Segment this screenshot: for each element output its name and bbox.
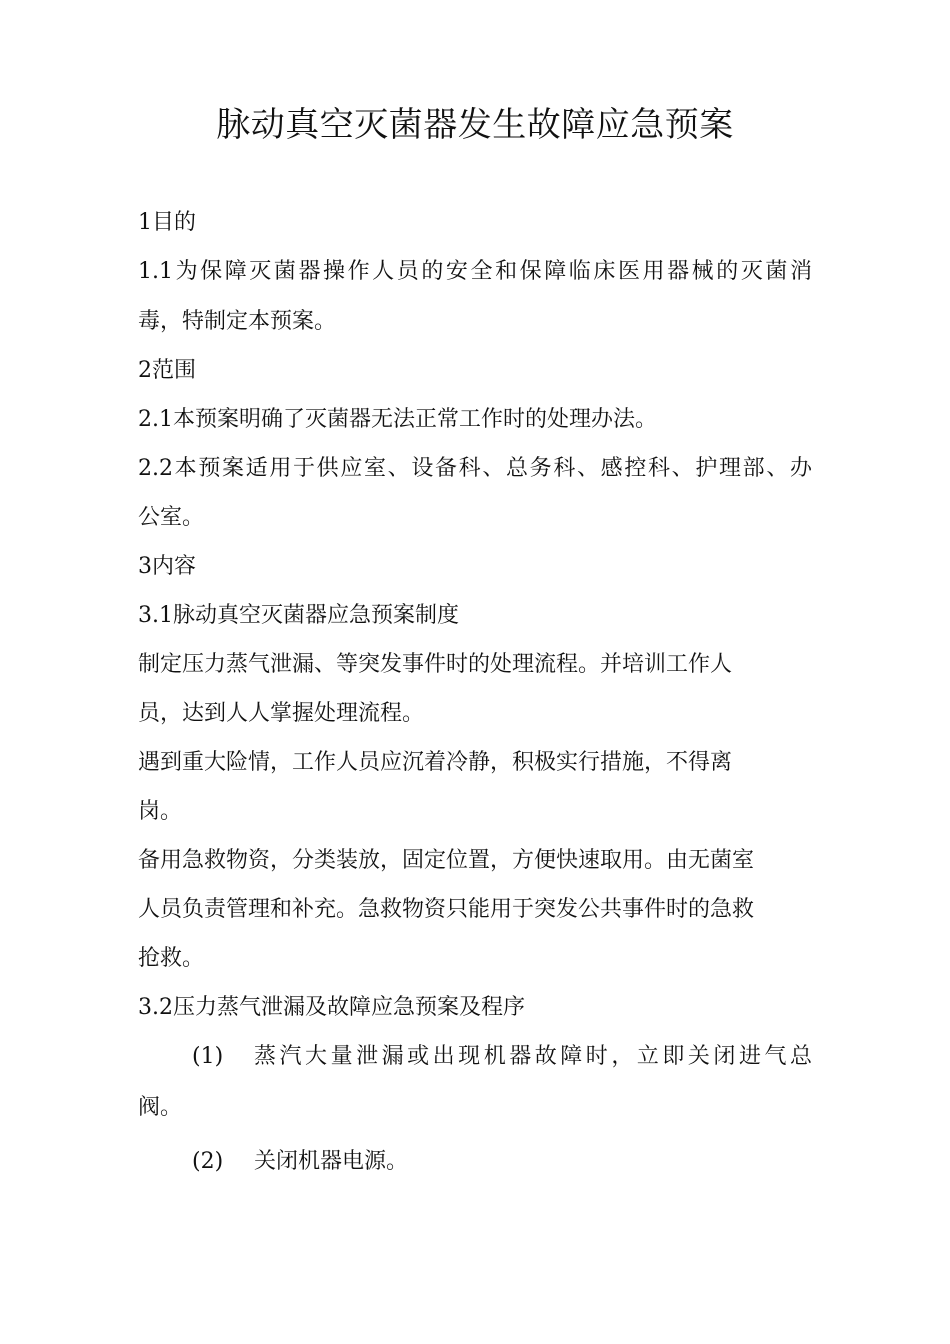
- paragraph-line: 抢救。: [138, 946, 205, 971]
- paragraph-line: 遇到重大险情，工作人员应沉着冷静，积极实行措施，不得离: [138, 750, 733, 775]
- section-heading-scope: 2范围: [138, 358, 196, 383]
- paragraph-line: 公室。: [138, 505, 205, 530]
- paragraph-line: 1.1为保障灭菌器操作人员的安全和保障临床医用器械的灭菌消: [138, 259, 812, 284]
- list-item-number: (1): [192, 1044, 224, 1069]
- list-item-text: 关闭机器电源。: [254, 1149, 409, 1174]
- list-item-continuation: 阀。: [138, 1095, 183, 1120]
- paragraph-line: 2.2本预案适用于供应室、设备科、总务科、感控科、护理部、办: [138, 456, 812, 481]
- paragraph-line: 员，达到人人掌握处理流程。: [138, 701, 425, 726]
- document-title: 脉动真空灭菌器发生故障应急预案: [216, 105, 734, 145]
- list-item-text: 蒸汽大量泄漏或出现机器故障时，立即关闭进气总: [254, 1044, 812, 1069]
- subsection-heading: 3.2压力蒸气泄漏及故障应急预案及程序: [138, 995, 525, 1020]
- subsection-heading: 3.1脉动真空灭菌器应急预案制度: [138, 603, 459, 628]
- paragraph-line: 岗。: [138, 799, 183, 824]
- paragraph-line: 制定压力蒸气泄漏、等突发事件时的处理流程。并培训工作人: [138, 652, 733, 677]
- section-heading-purpose: 1目的: [138, 210, 196, 235]
- paragraph-line: 备用急救物资，分类装放，固定位置，方便快速取用。由无菌室: [138, 848, 755, 873]
- paragraph-line: 人员负责管理和补充。急救物资只能用于突发公共事件时的急救: [138, 897, 755, 922]
- section-heading-content: 3内容: [138, 554, 196, 579]
- paragraph-line: 毒，特制定本预案。: [138, 309, 337, 334]
- list-item-number: (2): [192, 1149, 224, 1174]
- paragraph-line: 2.1本预案明确了灭菌器无法正常工作时的处理办法。: [138, 407, 657, 432]
